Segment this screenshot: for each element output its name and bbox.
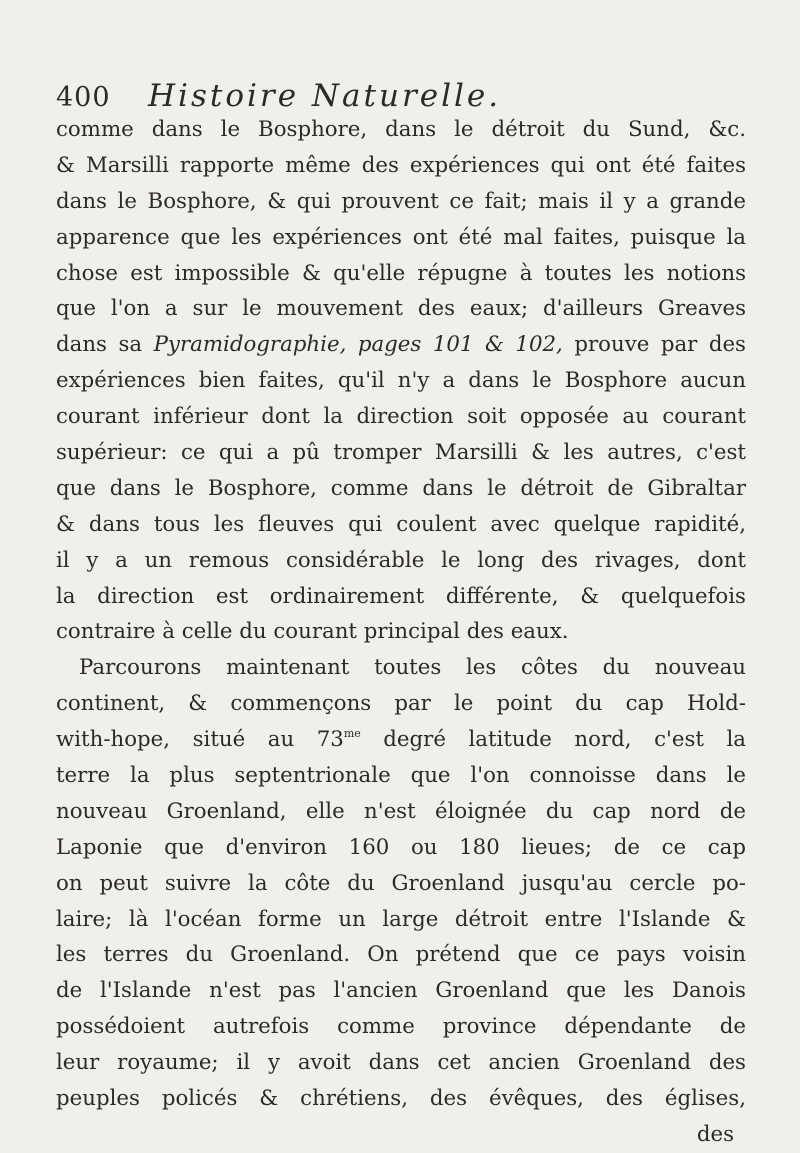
text-line: terre la plus septentrionale que l'on connoisse dans le (56, 763, 746, 789)
text-line: nouveau Groenland, elle n'est éloignée du cap nord de (56, 798, 746, 824)
text-line: leur royaume; il y avoit dans cet ancien Groenland des (56, 1050, 746, 1076)
superscript: me (343, 727, 361, 741)
text-line: & Marsilli rapporte même des expériences qui ont été faites (56, 152, 746, 178)
page-number: 400 (56, 82, 111, 113)
text-line: chose est impossible & qu'elle répugne à toutes les notions (56, 260, 746, 286)
text-line: il y a un remous considérable le long des rivages, dont (56, 547, 746, 573)
text-line: on peut suivre la côte du Groenland jusqu'au cercle po- (56, 870, 746, 896)
text-line: contraire à celle du courant principal des eaux. (56, 619, 569, 645)
text-line: possédoient autrefois comme province dépendante de (56, 1014, 746, 1040)
text-line: la direction est ordinairement différente, & quelquefois (56, 583, 746, 609)
text-line: dans le Bosphore, & qui prouvent ce fait; mais il y a grande (56, 188, 746, 214)
running-title: Histoire Naturelle. (148, 78, 502, 114)
text-line: laire; là l'océan forme un large détroit entre l'Islande & (56, 906, 746, 932)
italic-citation: Pyramidographie, pages 101 & 102, (153, 332, 563, 358)
text-line: courant inférieur dont la direction soit opposée au courant (56, 404, 746, 430)
body-text (56, 112, 746, 1153)
text-line: dans sa Pyramidographie, pages 101 & 102, prouve par des (56, 332, 746, 358)
text-line: with-hope, situé au $73^{me}$ degré latitude nord, c'est la (56, 727, 746, 753)
text-line: peuples policés & chrétiens, des évêques, des églises, (56, 1086, 746, 1112)
text-line: & dans tous les fleuves qui coulent avec quelque rapidité, (56, 511, 746, 537)
text-line: apparence que les expériences ont été mal faites, puisque la (56, 224, 746, 250)
text-line: les terres du Groenland. On prétend que ce pays voisin (56, 942, 746, 968)
text-line: supérieur: ce qui a pû tromper Marsilli & les autres, c'est (56, 440, 746, 466)
text-line: Laponie que d'environ 160 ou 180 lieues; de ce cap (56, 834, 746, 860)
text-line: continent, & commençons par le point du cap Hold- (56, 691, 746, 717)
text-line: que l'on a sur le mouvement des eaux; d'ailleurs Greaves (56, 296, 746, 322)
catchword: des (696, 1121, 734, 1147)
text-line: que dans le Bosphore, comme dans le détroit de Gibraltar (56, 475, 746, 501)
text-line: comme dans le Bosphore, dans le détroit du Sund, &c. (56, 117, 746, 142)
text-line: de l'Islande n'est pas l'ancien Groenland que les Danois (56, 978, 746, 1004)
text-line: Parcourons maintenant toutes les côtes du nouveau (79, 655, 746, 681)
text-line: expériences bien faites, qu'il n'y a dans le Bosphore aucun (56, 368, 746, 394)
